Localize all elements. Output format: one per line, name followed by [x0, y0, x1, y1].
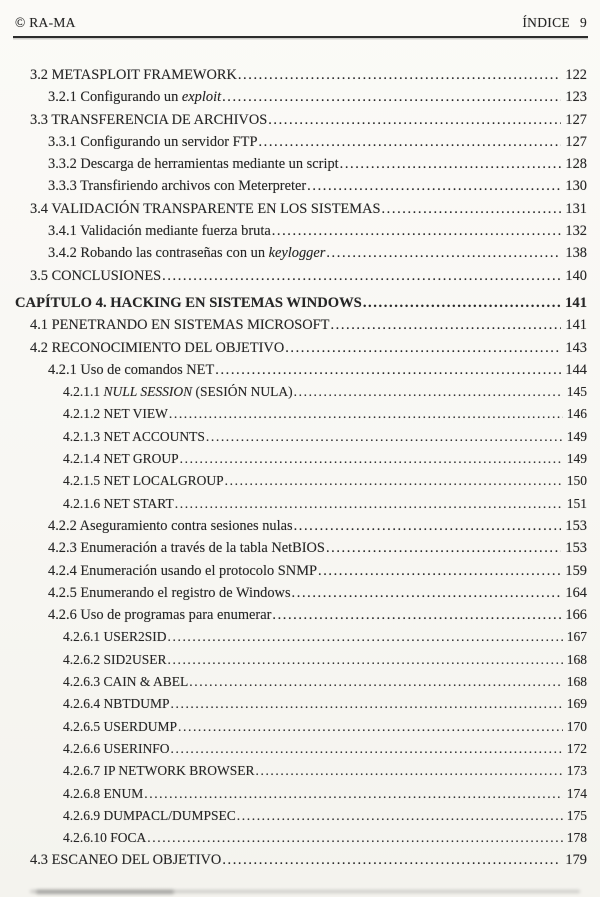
- toc-entry: [30, 109, 600, 131]
- toc-entry: [48, 242, 600, 264]
- toc-entry-label: [63, 626, 167, 648]
- toc-entry-page-number: 143: [565, 339, 587, 356]
- toc-entry-text: 4.3 ESCANEO DEL OBJETIVO: [30, 852, 222, 869]
- toc-entry-italic-term: exploit: [181, 89, 222, 106]
- toc-entry: [30, 337, 600, 359]
- toc-entry-label: [48, 537, 325, 559]
- toc-entry-italic-term: NULL SESSION: [103, 384, 193, 400]
- dotted-leader: [169, 403, 563, 425]
- dotted-leader: [225, 470, 563, 492]
- toc-entry: [48, 175, 600, 197]
- toc-entry-page-number: 146: [566, 406, 587, 422]
- toc-entry-label: [63, 426, 205, 448]
- header-page-number: 9: [579, 15, 587, 30]
- toc-entry-text: 3.4.2 Robando las contraseñas con un: [48, 245, 269, 262]
- toc-entry-page-number: 174: [566, 785, 587, 801]
- toc-entry-page-number: 141: [565, 317, 587, 334]
- toc-entry-text: 4.2.6.4 NBTDUMP: [63, 696, 170, 712]
- dotted-leader: [147, 827, 562, 849]
- toc-entry-label: [30, 109, 267, 131]
- toc-entry: [30, 198, 600, 220]
- dotted-leader: [256, 760, 563, 782]
- toc-entry-text: 3.3.1 Configurando un servidor FTP: [48, 133, 258, 150]
- toc-entry: [63, 470, 600, 492]
- toc-entry-label: [30, 64, 237, 86]
- toc-entry: [63, 426, 600, 448]
- page-header: [0, 0, 600, 36]
- toc-entry: [63, 626, 600, 648]
- header-rule: [13, 36, 588, 38]
- toc-entry-text: 4.2.6.6 USERINFO: [63, 740, 170, 756]
- toc-entry-label: [63, 493, 174, 515]
- toc-entry: [48, 515, 600, 537]
- toc-entry-page-number: 178: [566, 830, 587, 846]
- toc-entry-text: 4.2.5 Enumerando el registro de Windows: [48, 584, 291, 601]
- toc-entry: [63, 738, 600, 760]
- toc-entry-page-number: 167: [566, 629, 587, 645]
- dotted-leader: [175, 493, 563, 515]
- toc-entry-text: 4.2.1.5 NET LOCALGROUP: [63, 473, 224, 489]
- toc-entry-text: 3.3.2 Descarga de herramientas mediante un script: [48, 156, 339, 173]
- dotted-leader: [330, 314, 561, 336]
- dotted-leader: [318, 560, 561, 582]
- toc-entry-text: CAPÍTULO 4. HACKING EN SISTEMAS WINDOWS: [15, 294, 362, 311]
- toc-entry-label: [63, 738, 170, 760]
- toc-entry-text: 4.2.1.6 NET START: [63, 495, 174, 511]
- toc-entry-text: 4.2.1 Uso de comandos NET: [48, 361, 215, 378]
- toc-entry-label: [48, 86, 221, 108]
- toc-entry-text: 3.5 CONCLUSIONES: [30, 267, 162, 284]
- toc-entry-text: 4.2.6.7 IP NETWORK BROWSER: [63, 763, 255, 779]
- dotted-leader: [171, 738, 563, 760]
- dotted-leader: [206, 426, 563, 448]
- toc-entry-label: [48, 560, 317, 582]
- toc-entry-page-number: 172: [566, 740, 587, 756]
- toc-entry-label: [63, 716, 177, 738]
- toc-entry-label: [48, 131, 257, 153]
- dotted-leader: [294, 515, 562, 537]
- toc-entry-page-number: 150: [566, 473, 587, 489]
- toc-entry-text: 4.2.6.2 SID2USER: [63, 651, 167, 667]
- dotted-leader: [340, 153, 562, 175]
- toc-entry: [63, 649, 600, 671]
- toc-entry-page-number: 140: [565, 267, 587, 284]
- dotted-leader: [215, 359, 561, 381]
- toc-entry-page-number: 131: [565, 200, 587, 217]
- toc-entry: [63, 805, 600, 827]
- toc-entry-page-number: 127: [565, 111, 587, 128]
- toc-entry-page-number: 159: [565, 562, 587, 579]
- toc-entry-page-number: 179: [565, 852, 587, 869]
- dotted-leader: [222, 849, 561, 871]
- toc-entry: [48, 560, 600, 582]
- toc-entry-label: [48, 515, 293, 537]
- toc-entry: [30, 849, 600, 871]
- toc-entry: [48, 153, 600, 175]
- toc-entry-text: 3.4.1 Validación mediante fuerza bruta: [48, 223, 271, 240]
- toc-entry-label: [63, 403, 168, 425]
- toc-entry: [63, 448, 600, 470]
- toc-entry-page-number: 153: [565, 517, 587, 534]
- toc-entry-text: 4.2.6.10 FOCA: [63, 830, 147, 846]
- toc-entry-label: [30, 337, 284, 359]
- table-of-contents: [0, 64, 600, 872]
- toc-entry-page-number: 168: [566, 674, 587, 690]
- dotted-leader: [238, 64, 562, 86]
- toc-entry-text: 4.2 RECONOCIMIENTO DEL OBJETIVO: [30, 339, 285, 356]
- toc-entry-page-number: 169: [566, 696, 587, 712]
- dotted-leader: [294, 381, 563, 403]
- toc-entry: [63, 693, 600, 715]
- dotted-leader: [178, 716, 563, 738]
- toc-entry: [48, 604, 600, 626]
- toc-entry-page-number: 127: [565, 133, 587, 150]
- toc-entry: [63, 493, 600, 515]
- toc-entry: [30, 265, 600, 287]
- toc-entry-page-number: 130: [565, 178, 587, 195]
- toc-entry-page-number: 168: [566, 651, 587, 667]
- dotted-leader: [168, 626, 563, 648]
- dotted-leader: [268, 109, 561, 131]
- toc-entry-page-number: 151: [566, 495, 587, 511]
- toc-entry-page-number: 144: [565, 361, 587, 378]
- toc-entry: [48, 86, 600, 108]
- toc-entry-text: 4.2.6.1 USER2SID: [63, 629, 167, 645]
- toc-entry-page-number: 153: [565, 540, 587, 557]
- toc-entry-label: [63, 827, 146, 849]
- toc-entry-text: 3.2 METASPLOIT FRAMEWORK: [30, 67, 237, 83]
- toc-entry-italic-term: keylogger: [268, 245, 326, 262]
- dotted-leader: [272, 604, 561, 626]
- toc-entry-text: 4.1 PENETRANDO EN SISTEMAS MICROSOFT: [30, 317, 330, 334]
- toc-entry-label: [48, 220, 271, 242]
- scan-artifact-smudge: [36, 890, 174, 894]
- toc-entry-label: [48, 242, 325, 264]
- toc-entry: [63, 716, 600, 738]
- toc-entry-text: 4.2.6 Uso de programas para enumerar: [48, 607, 272, 624]
- toc-entry-text: (SESIÓN NULA): [192, 384, 293, 400]
- toc-entry-text: 3.3.3 Transfiriendo archivos con Meterpreter: [48, 178, 307, 195]
- toc-entry-text: 4.2.1.2 NET VIEW: [63, 406, 168, 422]
- toc-entry: [15, 292, 600, 314]
- toc-entry-page-number: 132: [565, 223, 587, 240]
- header-right-group: [522, 15, 587, 31]
- dotted-leader: [272, 220, 562, 242]
- toc-entry: [63, 403, 600, 425]
- toc-entry-label: [63, 381, 293, 403]
- toc-entry-label: [63, 783, 143, 805]
- toc-entry-text: 3.4 VALIDACIÓN TRANSPARENTE EN LOS SISTEMAS: [30, 200, 381, 217]
- toc-entry-text: 4.2.1.3 NET ACCOUNTS: [63, 428, 205, 444]
- toc-entry-label: [63, 693, 170, 715]
- toc-entry-label: [63, 805, 236, 827]
- toc-entry-text: 4.2.4 Enumeración usando el protocolo SNMP: [48, 562, 317, 579]
- toc-entry-label: [48, 582, 291, 604]
- toc-entry-page-number: 149: [566, 428, 587, 444]
- toc-entry-label: [30, 265, 161, 287]
- dotted-leader: [237, 805, 563, 827]
- toc-entry-text: 4.2.3 Enumeración a través de la tabla NetBIOS: [48, 540, 325, 557]
- toc-entry: [63, 783, 600, 805]
- dotted-leader: [144, 783, 563, 805]
- dotted-leader: [222, 86, 561, 108]
- toc-entry: [48, 582, 600, 604]
- dotted-leader: [381, 198, 561, 220]
- toc-entry-label: [48, 153, 339, 175]
- toc-entry: [48, 359, 600, 381]
- toc-entry: [30, 64, 600, 86]
- toc-entry-page-number: 166: [565, 607, 587, 624]
- toc-entry-text: 4.2.1.1: [63, 384, 104, 400]
- dotted-leader: [162, 265, 561, 287]
- publisher-copyright-label: © RA-MA: [15, 15, 76, 30]
- toc-entry: [30, 314, 600, 336]
- toc-entry-page-number: 128: [565, 156, 587, 173]
- index-title-label: ÍNDICE: [522, 15, 570, 30]
- toc-entry-text: 4.2.6.3 CAIN & ABEL: [63, 674, 189, 690]
- dotted-leader: [326, 242, 561, 264]
- toc-entry: [48, 131, 600, 153]
- toc-entry-text: 4.2.6.9 DUMPACL/DUMPSEC: [63, 807, 236, 823]
- toc-entry-page-number: 123: [565, 89, 587, 106]
- toc-entry-label: [30, 198, 380, 220]
- dotted-leader: [189, 671, 562, 693]
- toc-entry-page-number: 149: [566, 451, 587, 467]
- toc-entry-page-number: 145: [566, 384, 587, 400]
- toc-entry-label: [63, 470, 224, 492]
- toc-entry-label: [15, 292, 362, 314]
- dotted-leader: [363, 292, 561, 314]
- dotted-leader: [180, 448, 563, 470]
- toc-entry: [63, 381, 600, 403]
- toc-entry-page-number: 164: [565, 584, 587, 601]
- toc-entry: [63, 671, 600, 693]
- dotted-leader: [285, 337, 561, 359]
- toc-entry-label: [48, 359, 214, 381]
- dotted-leader: [168, 649, 563, 671]
- toc-entry: [63, 760, 600, 782]
- toc-entry-label: [30, 314, 329, 336]
- toc-entry-page-number: 173: [566, 763, 587, 779]
- toc-entry: [48, 537, 600, 559]
- toc-entry-label: [30, 849, 221, 871]
- toc-entry-page-number: 138: [565, 245, 587, 262]
- toc-entry-text: 4.2.6.8 ENUM: [63, 785, 144, 801]
- dotted-leader: [258, 131, 561, 153]
- toc-entry-text: 3.2.1 Configurando un: [48, 89, 182, 106]
- dotted-leader: [292, 582, 562, 604]
- toc-entry-page-number: 122: [565, 67, 587, 83]
- toc-entry-label: [48, 175, 306, 197]
- toc-entry: [63, 827, 600, 849]
- toc-entry-label: [63, 448, 179, 470]
- toc-entry-text: 4.2.6.5 USERDUMP: [63, 718, 178, 734]
- toc-entry-page-number: 175: [566, 807, 587, 823]
- toc-entry: [48, 220, 600, 242]
- dotted-leader: [307, 175, 561, 197]
- toc-entry-label: [63, 649, 167, 671]
- toc-entry-page-number: 170: [566, 718, 587, 734]
- dotted-leader: [326, 537, 561, 559]
- toc-entry-label: [63, 760, 255, 782]
- toc-entry-text: 3.3 TRANSFERENCIA DE ARCHIVOS: [30, 111, 268, 128]
- toc-entry-page-number: 141: [565, 294, 587, 311]
- dotted-leader: [171, 693, 563, 715]
- toc-entry-label: [63, 671, 188, 693]
- toc-entry-text: 4.2.2 Aseguramiento contra sesiones nulas: [48, 517, 293, 534]
- toc-entry-text: 4.2.1.4 NET GROUP: [63, 451, 179, 467]
- toc-entry-label: [48, 604, 271, 626]
